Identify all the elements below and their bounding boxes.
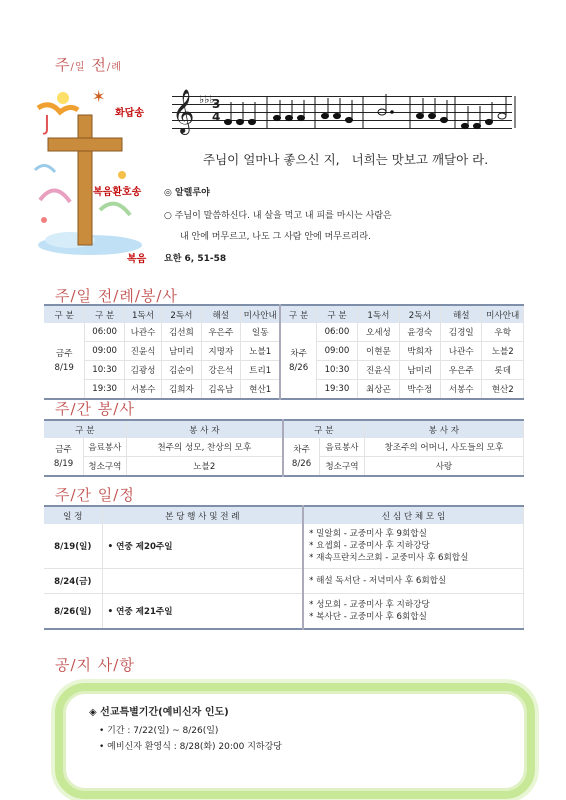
- cell: 현산2: [482, 380, 524, 400]
- acclamation-verse-2: 내 안에 머무르고, 나도 그 사람 안에 머무르리라.: [180, 232, 371, 242]
- col-header: 해설: [201, 305, 240, 323]
- cell: 김순이: [162, 361, 201, 380]
- cell: 일동: [241, 323, 281, 342]
- cell: 최상곤: [358, 380, 399, 400]
- cell: 김희자: [162, 380, 201, 400]
- notice-item: • 기간 : 7/22(일) ~ 8/26(일): [99, 726, 219, 736]
- cell: 창조주의 어머니, 사도들의 모후: [364, 438, 523, 457]
- cell: 지명자: [201, 342, 240, 361]
- week-cell: 차주 8/26: [283, 438, 320, 476]
- col-header: 미사안내: [241, 305, 281, 323]
- col-header: 구 분: [316, 305, 357, 323]
- col-header: 구 분: [85, 305, 124, 323]
- cell: 10:30: [316, 361, 357, 380]
- svg-text:✶: ✶: [92, 87, 106, 106]
- group-item: * 요셉회 - 교중미사 후 지하강당: [309, 541, 430, 551]
- cell: 음료봉사: [320, 438, 365, 457]
- cell: 사랑: [364, 457, 523, 477]
- acclamation-verse-1: ○ 주님이 말씀하신다. 내 살을 먹고 내 피를 마시는 사람은: [164, 211, 392, 221]
- col-header: 구 분: [44, 305, 85, 323]
- col-header: 구 분: [44, 420, 126, 438]
- table-row: [44, 569, 524, 594]
- psalm-lyrics: 주님이 얼마나 좋으신 지, 너희는 맛보고 깨달아 라.: [203, 152, 489, 167]
- cell: 진윤식: [124, 342, 161, 361]
- cell: 김광성: [124, 361, 161, 380]
- notice-item: • 예비신자 환영식 : 8/28(화) 20:00 지하강당: [99, 742, 283, 752]
- cell: 09:00: [316, 342, 357, 361]
- table-row: [44, 438, 524, 457]
- group-item: * 복사단 - 교중미사 후 6회합실: [309, 612, 427, 622]
- week-cell: 금주 8/19: [44, 438, 84, 476]
- cell: 우학: [482, 323, 524, 342]
- cell: 트리1: [241, 361, 281, 380]
- cell: 남미리: [399, 361, 440, 380]
- section-title-notices: 공/지 사/항: [55, 656, 135, 674]
- week-cell: 차주 8/26: [280, 323, 316, 399]
- col-header: 신 심 단 체 모 임: [303, 506, 523, 524]
- gospel-acclamation-label: 복음환호송: [93, 187, 142, 198]
- section-title-liturgy: 주/일 전/례: [55, 56, 122, 74]
- gospel-label: 복음: [127, 254, 147, 265]
- date-cell: 8/26(일): [44, 594, 102, 630]
- section-title-weekly-service: 주/간 봉/사: [55, 400, 135, 418]
- table-row: [44, 594, 524, 630]
- music-staff: 𝄞 ♭♭♭ 3 4: [172, 96, 517, 141]
- col-header: 해설: [441, 305, 482, 323]
- cell: 19:30: [316, 380, 357, 400]
- week-cell: 금주 8/19: [44, 323, 85, 399]
- schedule-table: [44, 505, 524, 630]
- col-header: 일 정: [44, 506, 102, 524]
- event-cell: [102, 569, 303, 594]
- col-header: 봉 사 자: [364, 420, 523, 438]
- weekly-service-table: [44, 419, 524, 477]
- svg-text:J: J: [44, 111, 50, 135]
- table-row: [44, 524, 524, 569]
- cell: 진윤식: [358, 361, 399, 380]
- cell: 남미리: [162, 342, 201, 361]
- cell: 음료봉사: [84, 438, 127, 457]
- cell: 나관수: [124, 323, 161, 342]
- cell: 19:30: [85, 380, 124, 400]
- group-item: * 성모회 - 교중미사 후 지하강당: [309, 600, 430, 610]
- col-header: 구 분: [283, 420, 364, 438]
- cell: 현산1: [241, 380, 281, 400]
- cell: 나관수: [441, 342, 482, 361]
- col-header: 1독서: [124, 305, 161, 323]
- cell: 김옥남: [201, 380, 240, 400]
- section-title-liturgy-service: 주/일 전/례/봉/사: [55, 287, 178, 305]
- groups-cell: [303, 524, 523, 569]
- event-cell: • 연중 제21주일: [102, 594, 303, 630]
- groups-cell: [303, 594, 523, 630]
- col-header: 봉 사 자: [126, 420, 283, 438]
- notice-heading: ◈ 선교특별기간(예비신자 인도): [89, 707, 229, 718]
- col-header: 1독서: [358, 305, 399, 323]
- cell: 06:00: [316, 323, 357, 342]
- cell: 서봉수: [124, 380, 161, 400]
- col-header: 본 당 행 사 및 전 례: [102, 506, 303, 524]
- group-item: * 밀알회 - 교중미사 후 9회합실: [309, 529, 427, 539]
- cell: 06:00: [85, 323, 124, 342]
- date-cell: 8/19(일): [44, 524, 102, 569]
- cell: 우은주: [201, 323, 240, 342]
- col-header: 미사안내: [482, 305, 524, 323]
- cell: 노블1: [241, 342, 281, 361]
- cell: 롯데: [482, 361, 524, 380]
- date-cell: 8/24(금): [44, 569, 102, 594]
- col-header: 2독서: [399, 305, 440, 323]
- groups-cell: [303, 569, 523, 594]
- event-cell: • 연중 제20주일: [102, 524, 303, 569]
- cell: 우은주: [441, 361, 482, 380]
- alleluia: ◎ 알렐루야: [164, 188, 210, 198]
- cell: 박수정: [399, 380, 440, 400]
- col-header: 구 분: [280, 305, 316, 323]
- cell: 김경일: [441, 323, 482, 342]
- cell: 노블2: [482, 342, 524, 361]
- notice-box: [55, 683, 535, 799]
- cell: 청소구역: [320, 457, 365, 477]
- group-item: * 해설 독서단 - 저녁미사 후 6회합실: [309, 576, 447, 586]
- cell: 노블2: [126, 457, 283, 477]
- group-item: * 재속프란치스코회 - 교중미사 후 6회합실: [309, 553, 469, 563]
- cell: 윤경숙: [399, 323, 440, 342]
- cell: 청소구역: [84, 457, 127, 477]
- cell: 서봉수: [441, 380, 482, 400]
- table-row: [44, 323, 524, 342]
- service-table: [44, 304, 524, 400]
- cell: 09:00: [85, 342, 124, 361]
- cell: 강은석: [201, 361, 240, 380]
- cell: 10:30: [85, 361, 124, 380]
- cell: 오세성: [358, 323, 399, 342]
- cell: 이현문: [358, 342, 399, 361]
- col-header: 2독서: [162, 305, 201, 323]
- cell: 박희자: [399, 342, 440, 361]
- section-title-weekly-schedule: 주/간 일/정: [55, 486, 135, 504]
- cell: 김선희: [162, 323, 201, 342]
- hwadap-label: 화답송: [115, 108, 144, 119]
- cell: 천주의 성모, 찬상의 모후: [126, 438, 283, 457]
- gospel-reference: 요한 6, 51-58: [164, 254, 227, 264]
